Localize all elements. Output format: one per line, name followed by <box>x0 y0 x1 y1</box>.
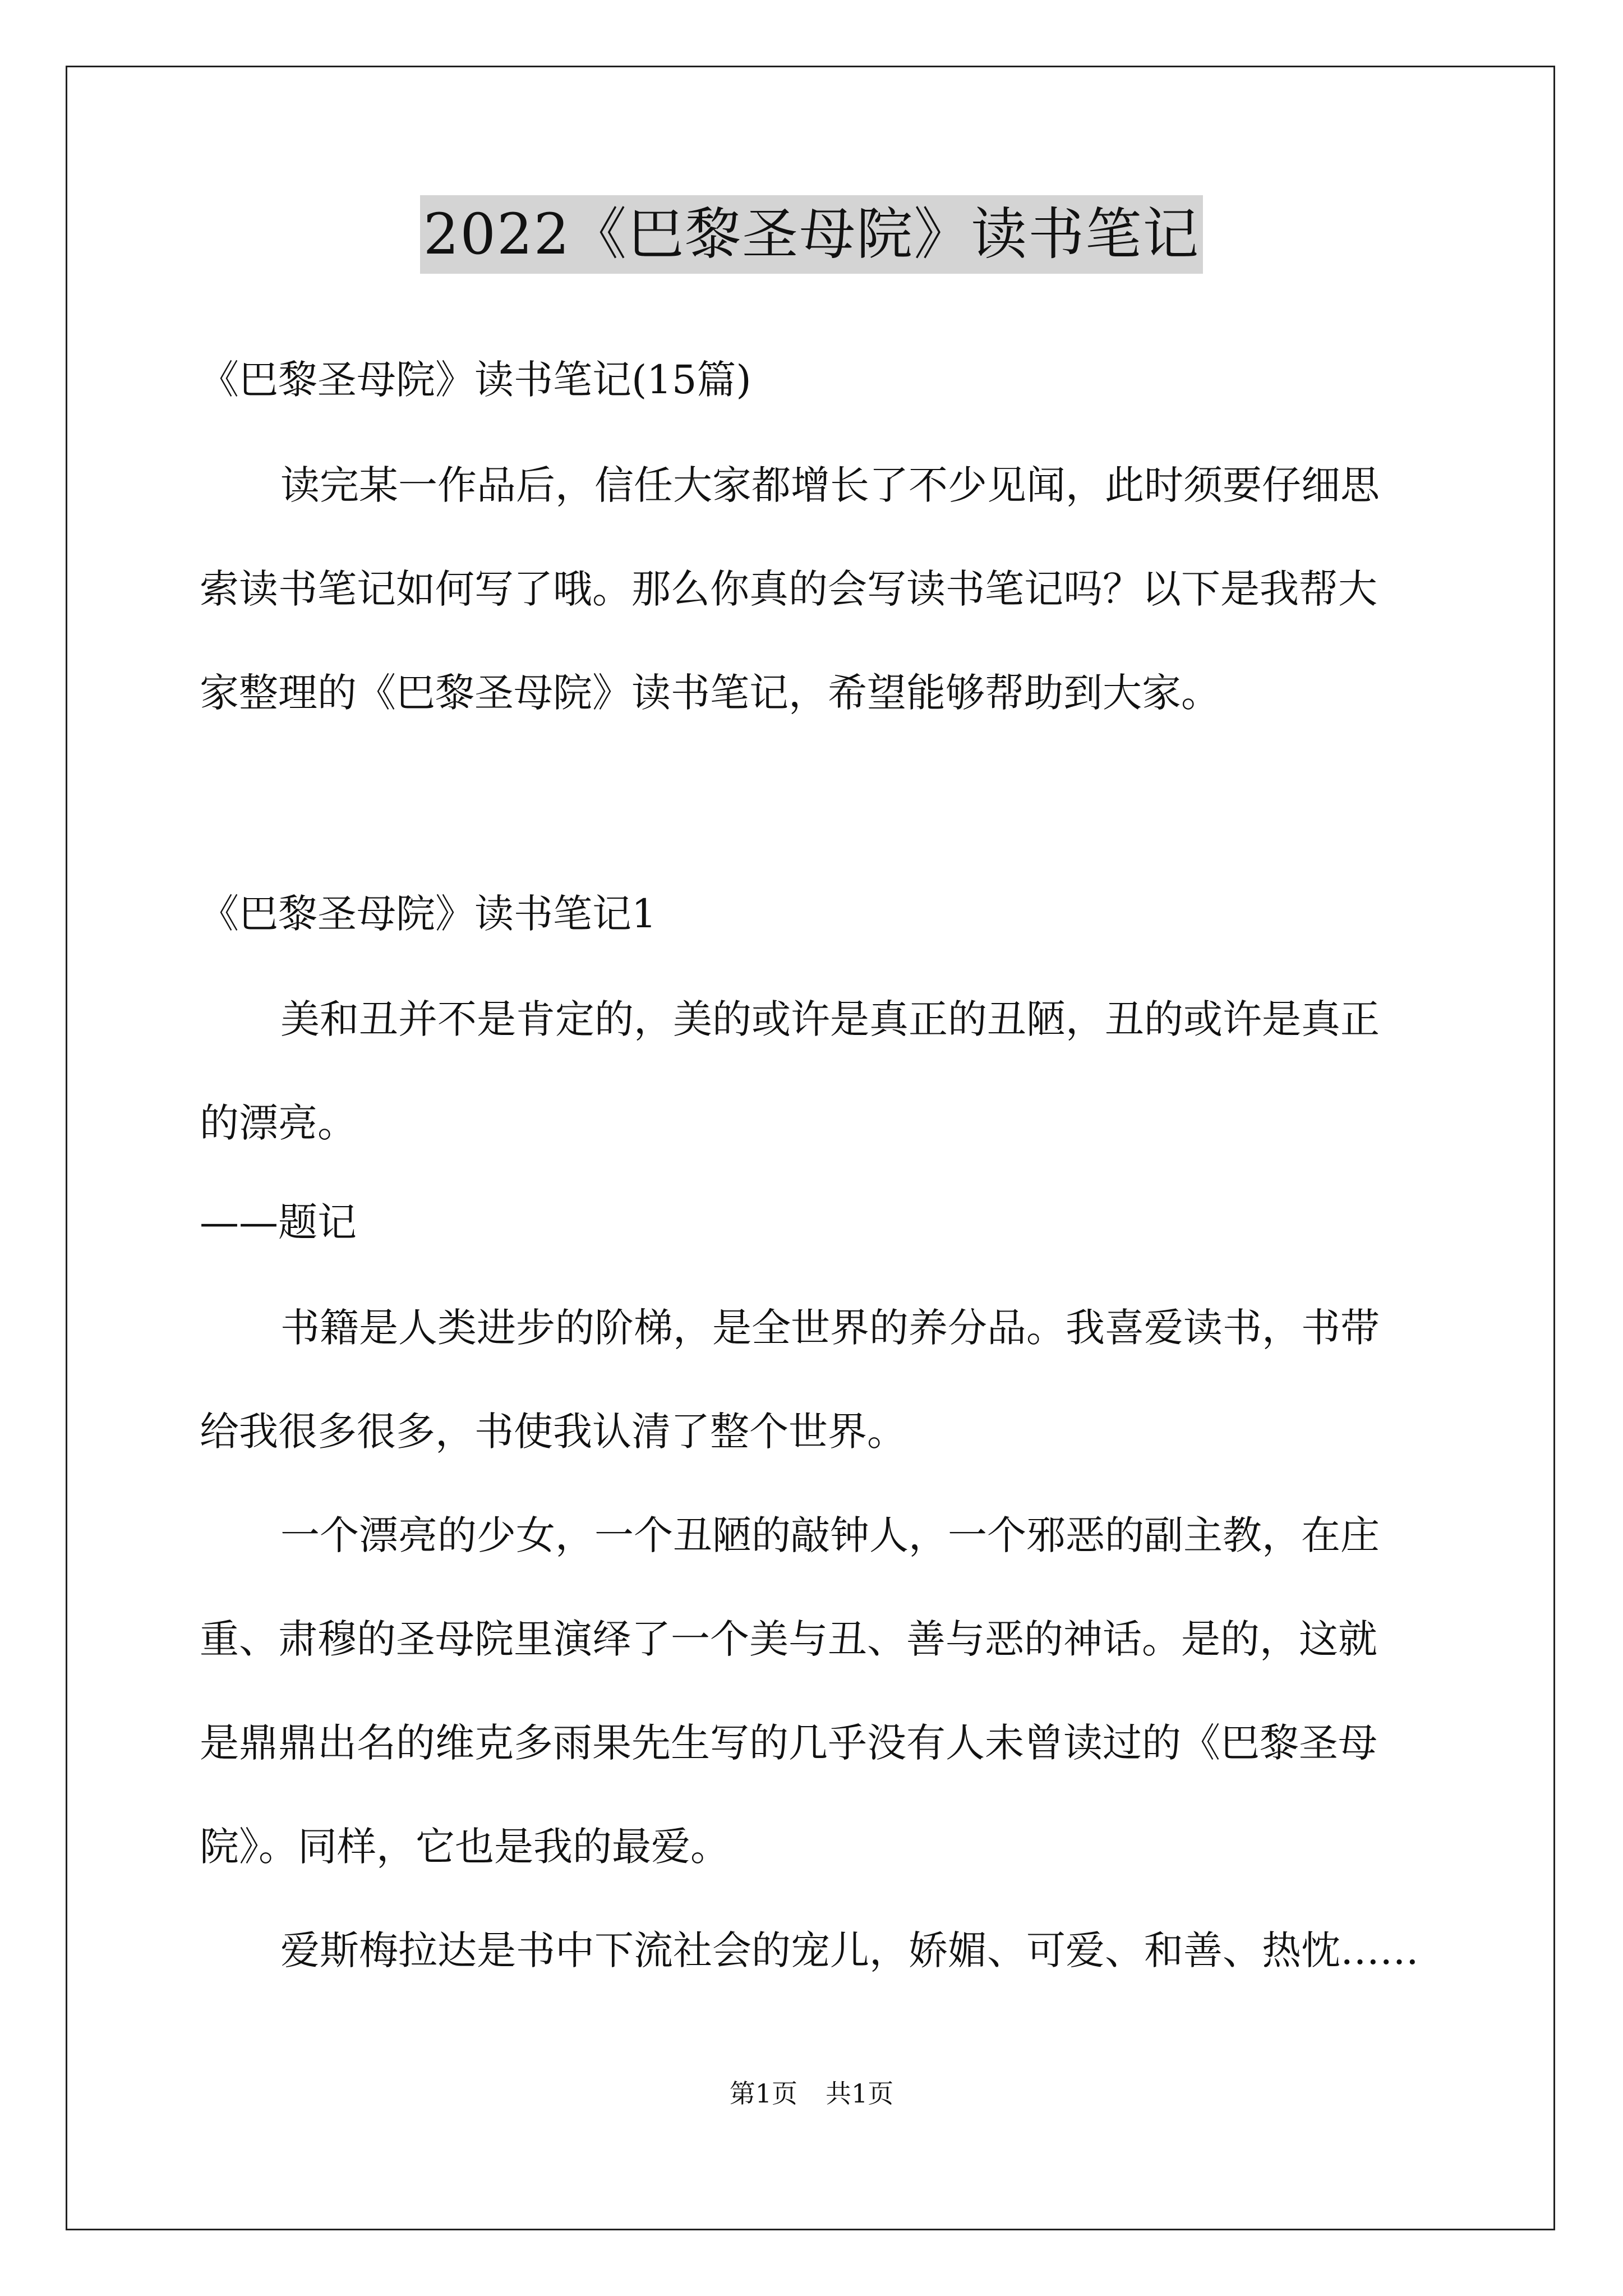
epigraph-attribution: ——题记 <box>200 1199 357 1245</box>
paragraph-line: 院》。同样，它也是我的最爱。 <box>200 1824 730 1870</box>
epigraph-line: 的漂亮。 <box>200 1100 357 1146</box>
paragraph-line: 重、肃穆的圣母院里演绎了一个美与丑、善与恶的神话。是的，这就 <box>200 1616 1377 1662</box>
paragraph-line: 给我很多很多，书使我认清了整个世界。 <box>200 1409 906 1455</box>
page-count: 共1页 <box>826 2078 894 2109</box>
document-title: 2022《巴黎圣母院》读书笔记 <box>420 195 1204 274</box>
paragraph-line: 爱斯梅拉达是书中下流社会的宠儿，娇媚、可爱、和善、热忱…… <box>280 1927 1419 1973</box>
title-container <box>0 195 1623 274</box>
intro-line: 读完某一作品后，信任大家都增长了不少见闻，此时须要仔细思 <box>280 462 1380 508</box>
paragraph-line: 一个漂亮的少女，一个丑陋的敲钟人，一个邪恶的副主教，在庄 <box>280 1512 1380 1558</box>
page-number: 第1页 <box>729 2078 797 2109</box>
page-footer <box>0 2077 1623 2110</box>
intro-line: 索读书笔记如何写了哦。那么你真的会写读书笔记吗？以下是我帮大 <box>200 566 1377 612</box>
epigraph-line: 美和丑并不是肯定的，美的或许是真正的丑陋，丑的或许是真正 <box>280 996 1380 1042</box>
section-heading: 《巴黎圣母院》读书笔记1 <box>200 891 657 937</box>
intro-line: 家整理的《巴黎圣母院》读书笔记，希望能够帮助到大家。 <box>200 670 1220 716</box>
document-subtitle: 《巴黎圣母院》读书笔记(15篇) <box>200 357 751 403</box>
paragraph-line: 书籍是人类进步的阶梯，是全世界的养分品。我喜爱读书，书带 <box>280 1305 1380 1351</box>
paragraph-line: 是鼎鼎出名的维克多雨果先生写的几乎没有人未曾读过的《巴黎圣母 <box>200 1720 1377 1766</box>
